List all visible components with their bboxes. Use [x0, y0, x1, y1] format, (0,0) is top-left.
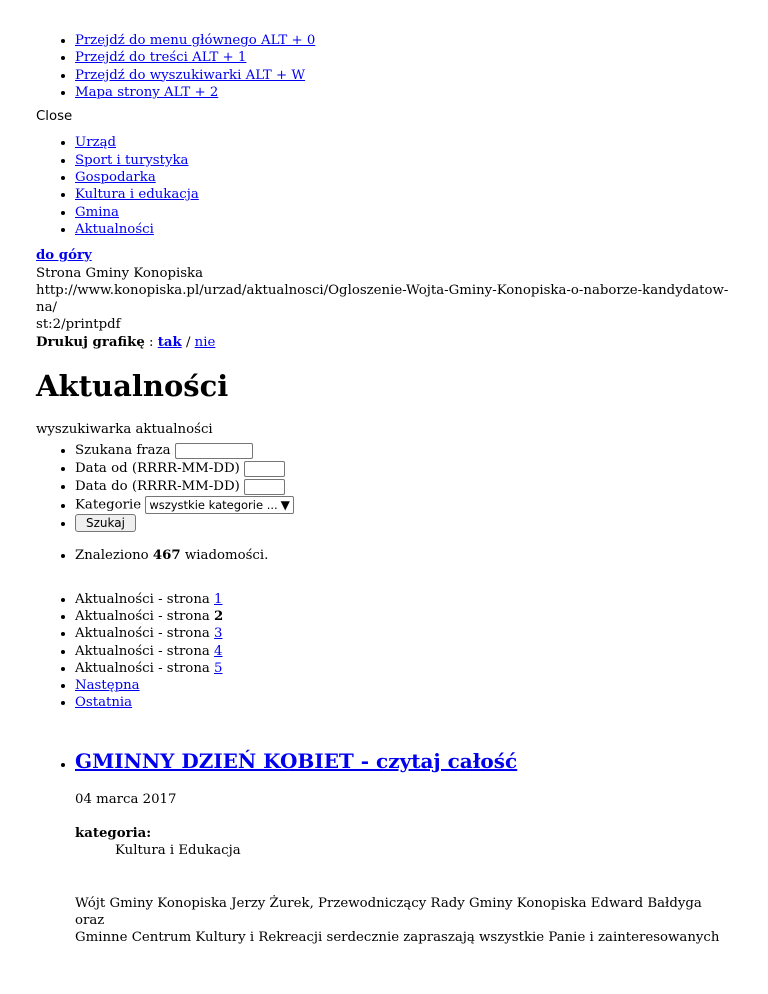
category-row [75, 496, 732, 514]
pagination-prefix: Aktualności - strona [75, 643, 215, 659]
print-no-link[interactable]: nie [194, 334, 216, 350]
date-from-row [75, 460, 732, 478]
menu-item [75, 186, 732, 203]
menu-link-urzad[interactable]: Urząd [75, 135, 117, 151]
menu-item [75, 152, 732, 169]
search-phrase-row [75, 442, 732, 460]
news-excerpt-line: Wójt Gminy Konopiska Jerzy Żurek, Przewodniczący Rady Gminy Konopiska Edward Bałdyga oraz [75, 895, 702, 928]
sitemap-link[interactable]: Mapa strony ALT + 2 [75, 84, 219, 100]
pagination-item [75, 694, 732, 711]
date-from-input[interactable] [244, 461, 285, 477]
page-link-1[interactable]: 1 [214, 591, 223, 607]
page-link-5[interactable]: 5 [214, 660, 223, 676]
menu-item [75, 169, 732, 186]
results-prefix: Znaleziono [75, 548, 153, 564]
search-heading: wyszukiwarka aktualności [36, 422, 213, 438]
results-suffix: wiadomości. [180, 548, 269, 564]
category-select[interactable] [145, 496, 293, 514]
page-url: http://www.konopiska.pl/urzad/aktualnosci/Ogloszenie-Wojta-Gminy-Konopiska-o-naborze-kandydatow-na/ [36, 282, 729, 316]
dropdown-arrow-icon: ▼ [280, 497, 290, 512]
skip-link-item [75, 67, 732, 84]
news-item [75, 748, 732, 947]
menu-item [75, 221, 732, 238]
skip-links [36, 32, 732, 101]
print-header [36, 247, 732, 351]
date-to-label: Data do (RRRR-MM-DD) [75, 479, 240, 495]
separator: / [181, 334, 195, 350]
results-count: 467 [152, 548, 181, 564]
search-button[interactable]: Szukaj [75, 514, 136, 532]
page-link-3[interactable]: 3 [214, 626, 223, 642]
date-to-input[interactable] [244, 479, 285, 495]
pagination-item [75, 643, 732, 660]
pagination [36, 591, 732, 712]
menu-link-aktualnosci[interactable]: Aktualności [75, 221, 154, 237]
skip-link-item [75, 84, 732, 101]
news-excerpt-line: Gminne Centrum Kultury i Rekreacji serdecznie zapraszają wszystkie Panie i zainteresowanych [75, 930, 720, 946]
news-date: 04 marca 2017 [75, 791, 177, 807]
news-list [36, 748, 732, 947]
pagination-item [75, 660, 732, 677]
next-page-link[interactable]: Następna [75, 678, 140, 694]
pagination-prefix: Aktualności - strona [75, 591, 215, 607]
search-form [36, 442, 732, 535]
submit-row [75, 514, 732, 535]
close-label[interactable]: Close [36, 109, 73, 125]
separator: : [144, 334, 158, 350]
page-link-4[interactable]: 4 [214, 643, 223, 659]
pagination-item [75, 677, 732, 694]
main-menu [36, 134, 732, 238]
category-select-value: wszystkie kategorie ... [149, 497, 278, 512]
search-phrase-input[interactable] [175, 443, 253, 459]
skip-link-item [75, 49, 732, 66]
pagination-item [75, 608, 732, 625]
site-name: Strona Gminy Konopiska [36, 265, 204, 281]
skip-link-item [75, 32, 732, 49]
news-category-value: Kultura i Edukacja [115, 843, 241, 859]
skip-to-search-link[interactable]: Przejdź do wyszukiwarki ALT + W [75, 67, 306, 83]
results-count-row [75, 547, 732, 564]
pagination-prefix: Aktualności - strona [75, 608, 215, 624]
search-phrase-label: Szukana fraza [75, 443, 171, 459]
menu-item [75, 204, 732, 221]
print-yes-link[interactable]: tak [157, 334, 182, 350]
news-title-link[interactable]: GMINNY DZIEŃ KOBIET - czytaj całość [75, 748, 518, 773]
menu-link-sport[interactable]: Sport i turystyka [75, 152, 189, 168]
date-to-row [75, 478, 732, 496]
results-summary [36, 547, 732, 564]
pagination-item [75, 591, 732, 608]
pagination-prefix: Aktualności - strona [75, 626, 215, 642]
category-label: Kategorie [75, 497, 142, 513]
last-page-link[interactable]: Ostatnia [75, 695, 133, 711]
print-graphics-row [36, 334, 732, 351]
pagination-prefix: Aktualności - strona [75, 660, 215, 676]
page-title: Aktualności [36, 369, 229, 404]
skip-to-content-link[interactable]: Przejdź do treści ALT + 1 [75, 50, 247, 66]
menu-link-kultura[interactable]: Kultura i edukacja [75, 187, 199, 203]
menu-link-gmina[interactable]: Gmina [75, 204, 119, 220]
news-category [75, 825, 732, 860]
news-title [75, 748, 732, 774]
news-category-label: kategoria: [75, 826, 152, 842]
menu-item [75, 134, 732, 151]
menu-link-gospodarka[interactable]: Gospodarka [75, 170, 156, 186]
date-from-label: Data od (RRRR-MM-DD) [75, 461, 240, 477]
page-current: 2 [214, 608, 224, 624]
print-graphics-label: Drukuj grafikę [36, 334, 145, 350]
pagination-item [75, 625, 732, 642]
back-to-top-link[interactable]: do góry [36, 248, 92, 264]
page-url-cont: st:2/printpdf [36, 317, 121, 333]
skip-to-menu-link[interactable]: Przejdź do menu głównego ALT + 0 [75, 33, 316, 48]
